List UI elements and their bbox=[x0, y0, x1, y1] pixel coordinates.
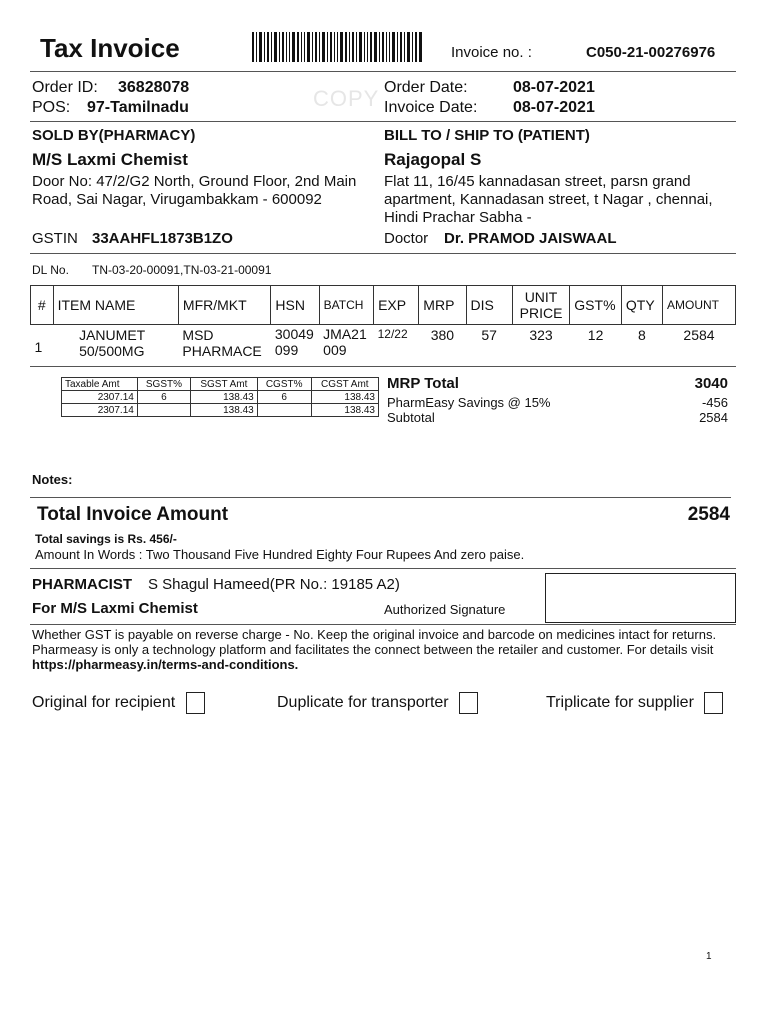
savings-label: PharmEasy Savings @ 15% bbox=[387, 395, 551, 410]
col-header-mfr: MFR/MKT bbox=[178, 286, 270, 325]
invoice-no-label: Invoice no. : bbox=[451, 44, 532, 61]
col-header-num: # bbox=[31, 286, 54, 325]
dl-value: TN-03-20-00091,TN-03-21-00091 bbox=[92, 263, 272, 277]
cell-item-name: JANUMET 50/500MG bbox=[79, 327, 145, 359]
total-invoice-value: 2584 bbox=[687, 504, 730, 525]
divider bbox=[30, 366, 736, 367]
original-label: Original for recipient bbox=[32, 694, 176, 712]
signature-box bbox=[545, 573, 736, 623]
cell-qty: 8 bbox=[638, 327, 646, 343]
tax-cell bbox=[137, 404, 190, 417]
col-header-dis: DIS bbox=[466, 286, 512, 325]
cell-hsn: 30049 099 bbox=[274, 326, 314, 358]
divider bbox=[30, 497, 731, 498]
invoice-no-value: C050-21-00276976 bbox=[586, 44, 716, 61]
page-number: 1 bbox=[706, 951, 712, 962]
tax-cell: 138.43 bbox=[191, 404, 258, 417]
subtotal-value: 2584 bbox=[699, 410, 728, 425]
col-header-batch: BATCH bbox=[319, 286, 373, 325]
cell-batch: JMA21 009 bbox=[323, 326, 367, 358]
col-header-hsn: HSN bbox=[271, 286, 319, 325]
tax-header-sgst-amt: SGST Amt bbox=[191, 378, 258, 391]
original-checkbox[interactable] bbox=[186, 692, 205, 714]
total-invoice-label: Total Invoice Amount bbox=[37, 504, 229, 525]
items-table bbox=[30, 285, 736, 361]
col-header-qty: QTY bbox=[621, 286, 662, 325]
pos-value: 97-Tamilnadu bbox=[87, 99, 189, 116]
tax-header-row bbox=[62, 378, 379, 391]
col-header-unit-price: UNIT PRICE bbox=[512, 286, 570, 325]
duplicate-checkbox[interactable] bbox=[459, 692, 478, 714]
cell-gst: 12 bbox=[587, 327, 604, 343]
seller-address: Door No: 47/2/G2 North, Ground Floor, 2nd Main Road, Sai Nagar, Virugambakkam - 600092 bbox=[32, 173, 357, 208]
divider bbox=[30, 624, 736, 625]
cell-dis: 57 bbox=[481, 327, 497, 343]
total-savings-text: Total savings is Rs. 456/- bbox=[35, 532, 177, 546]
mrp-total-value: 3040 bbox=[694, 375, 728, 392]
tax-cell bbox=[257, 404, 311, 417]
tax-cell: 2307.14 bbox=[62, 404, 138, 417]
subtotal-label: Subtotal bbox=[387, 410, 435, 425]
table-row bbox=[31, 325, 736, 362]
tax-cell: 138.43 bbox=[311, 404, 378, 417]
order-date-label: Order Date: bbox=[384, 79, 468, 96]
order-id-label: Order ID: bbox=[32, 79, 98, 96]
duplicate-label: Duplicate for transporter bbox=[277, 694, 449, 712]
savings-value: -456 bbox=[701, 395, 728, 410]
footer-disclaimer bbox=[32, 627, 732, 672]
order-id-value: 36828078 bbox=[118, 79, 190, 96]
doctor-value: Dr. PRAMOD JAISWAAL bbox=[444, 230, 617, 247]
col-header-amount: AMOUNT bbox=[662, 286, 735, 325]
pos-label: POS: bbox=[32, 99, 71, 116]
cell-mrp: 380 bbox=[430, 327, 455, 343]
cell-num: 1 bbox=[34, 339, 43, 355]
cell-amount: 2584 bbox=[683, 327, 715, 343]
seller-name: M/S Laxmi Chemist bbox=[32, 150, 188, 169]
triplicate-checkbox[interactable] bbox=[704, 692, 723, 714]
tax-cell: 6 bbox=[257, 391, 311, 404]
order-date-value: 08-07-2021 bbox=[513, 79, 595, 96]
divider bbox=[30, 568, 736, 569]
copy-duplicate bbox=[277, 692, 478, 714]
tax-cell: 2307.14 bbox=[62, 391, 138, 404]
amount-in-words: Amount In Words : Two Thousand Five Hundred Eighty Four Rupees And zero paise. bbox=[35, 547, 525, 562]
triplicate-label: Triplicate for supplier bbox=[546, 694, 694, 712]
notes-label: Notes: bbox=[32, 472, 73, 487]
page-title: Tax Invoice bbox=[40, 33, 180, 63]
col-header-gst: GST% bbox=[570, 286, 622, 325]
buyer-heading: BILL TO / SHIP TO (PATIENT) bbox=[384, 127, 590, 144]
gstin-label: GSTIN bbox=[32, 230, 78, 247]
footer-text: Whether GST is payable on reverse charge - No. Keep the original invoice and barcode on medicines intact for returns. Pharmeasy is only a technology platform and facilitates the connect between the retailer and customer. For details visit bbox=[32, 627, 717, 657]
mrp-total-label: MRP Total bbox=[387, 375, 459, 392]
copy-original bbox=[32, 692, 205, 714]
tax-header-cgst-amt: CGST Amt bbox=[311, 378, 378, 391]
col-header-exp: EXP bbox=[374, 286, 419, 325]
items-header-row bbox=[31, 286, 736, 325]
divider bbox=[30, 71, 736, 72]
table-row bbox=[62, 404, 379, 417]
tax-table bbox=[61, 377, 379, 417]
buyer-address: Flat 11, 16/45 kannadasan street, parsn grand apartment, Kannadasan street, t Nagar , chennai, Hindi Prachar Sabha - bbox=[384, 173, 713, 226]
tax-cell: 6 bbox=[137, 391, 190, 404]
divider bbox=[30, 253, 736, 254]
authorized-signature-label: Authorized Signature bbox=[384, 602, 506, 617]
cell-mfr: MSD PHARMACE bbox=[182, 327, 262, 359]
dl-label: DL No. bbox=[32, 263, 69, 277]
pharmacist-value: S Shagul Hameed(PR No.: 19185 A2) bbox=[148, 576, 400, 593]
tax-header-taxable: Taxable Amt bbox=[62, 378, 138, 391]
cell-exp: 12/22 bbox=[377, 327, 408, 341]
invoice-date-label: Invoice Date: bbox=[384, 99, 478, 116]
divider bbox=[30, 121, 736, 122]
buyer-name: Rajagopal S bbox=[384, 150, 482, 169]
tax-cell: 138.43 bbox=[191, 391, 258, 404]
tax-cell: 138.43 bbox=[311, 391, 378, 404]
cell-unit-price: 323 bbox=[529, 327, 553, 343]
col-header-mrp: MRP bbox=[419, 286, 466, 325]
tax-header-sgst-pct: SGST% bbox=[137, 378, 190, 391]
table-row bbox=[62, 391, 379, 404]
col-header-item-name: ITEM NAME bbox=[53, 286, 178, 325]
pharmacist-label: PHARMACIST bbox=[32, 576, 132, 593]
invoice-date-value: 08-07-2021 bbox=[513, 99, 595, 116]
barcode-image bbox=[252, 32, 422, 62]
copy-triplicate bbox=[546, 692, 723, 714]
gstin-value: 33AAHFL1873B1ZO bbox=[92, 230, 233, 247]
doctor-label: Doctor bbox=[384, 230, 429, 247]
tax-header-cgst-pct: CGST% bbox=[257, 378, 311, 391]
seller-heading: SOLD BY(PHARMACY) bbox=[32, 127, 196, 144]
pharmacy-for-label: For M/S Laxmi Chemist bbox=[32, 600, 198, 617]
copy-watermark: COPY bbox=[313, 86, 380, 111]
terms-link[interactable]: https://pharmeasy.in/terms-and-conditions. bbox=[32, 657, 299, 672]
